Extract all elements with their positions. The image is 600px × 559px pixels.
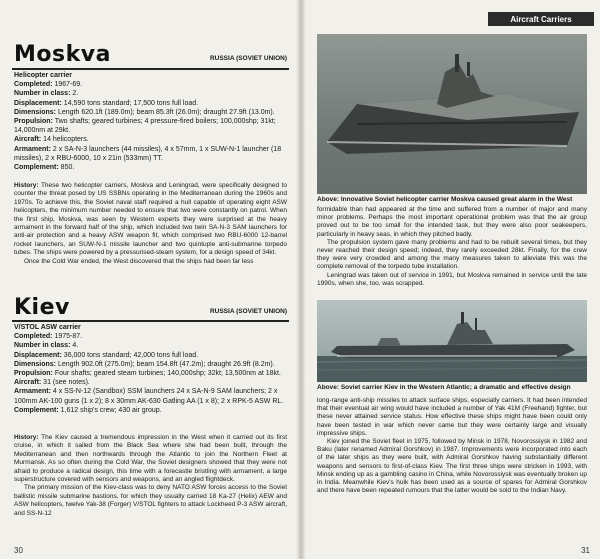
- kiev-country: RUSSIA (SOVIET UNION): [209, 308, 287, 315]
- moskva-type: Helicopter carrier: [14, 72, 72, 79]
- moskva-title-rule: [12, 68, 289, 70]
- book-gutter: [296, 0, 306, 559]
- kiev-spec-dimensions: Dimensions: Length 902.0ft (275.0m); beam 154.8ft (47.2m); draught 26.9ft (8.2m).: [14, 360, 275, 368]
- section-banner: Aircraft Carriers: [488, 12, 594, 26]
- moskva-spec-displacement: Displacement: 14,590 tons standard; 17,500 tons full load.: [14, 99, 199, 107]
- kiev-spec-propulsion: Propulsion: Four shafts; geared steam turbines; 140,000shp; 32kt; 13,500nm at 18kt.: [14, 370, 281, 378]
- moskva-spec-aircraft: Aircraft: 14 helicopters.: [14, 136, 89, 144]
- kiev-specs: [14, 323, 287, 415]
- moskva-photo: [317, 34, 587, 194]
- moskva-specs: [14, 71, 287, 172]
- moskva-continued-text: formidable than had appeared at the time and suffered from a number of major and many minor problems. Perhaps the most important operational problem was that the air group proved out to be too small for the intended task, but they were also poor seakeepers, particularly in heavy seas, in which they pitched badly. The propulsion system gave many problems and had to be rebuilt several times, but they never reached their design speed; indeed, they rarely exceeded 28kt. Finally, for the crew they were very crowded and among the many measures taken to alleviate this was the complete removal of the torpedo tube installation. Leningrad was taken out of service in 1991, but Moskva remained in service until the late 1990s, when she, too, was scrapped.: [317, 206, 587, 287]
- page-number-left: 30: [14, 546, 23, 555]
- kiev-history: History: The Kiev caused a tremendous impression in the West when it carried out its first cruise, in which it sailed from the Black Sea where she had been built, through the Mediterranean and then northwards through the Atlantic to join the Northern Fleet at Murmansk. As so often during the Cold War, the Soviet designers showed that they were not afraid to produce a radical design, this time with a forecastle bristling with armament, a large superstructure covered with sensors and weapons, and an angled flightdeck. The primary mission of the Kiev-class was to deny NATO ASW forces access to the Soviet ballistic missile submarine bastions, for which they usually carried 18 Ka-27 (Helix) AEW and ASW helicopters, twelve Yak-38 (Forger) V/STOL fighters to attack Lockheed P-3 ASW aircraft, and SS-N-12: [14, 434, 287, 517]
- moskva-spec-completed: Completed: 1967-69.: [14, 81, 83, 89]
- moskva-spec-complement: Complement: 850.: [14, 164, 75, 172]
- kiev-caption: Above: Soviet carrier Kiev in the Western Atlantic; a dramatic and effective design: [317, 384, 571, 391]
- page-number-right: 31: [581, 546, 590, 555]
- kiev-title-rule: [12, 320, 289, 322]
- moskva-photo-image: [317, 34, 587, 194]
- moskva-history: History: These two helicopter carriers, Moskva and Leningrad, were specifically designed to counter the threat posed by US SSBNs operating in the Mediterranean during the 1960s and 1970s. To achieve this, the Soviet naval staff required a hull capable of operating eight ASW helicopters, the minimum number needed to ensure that two were constantly on patrol. When the first ship, Moskva, was seen by Western experts they were surprised at the heavy armament in the forward half of the ship, which included two twin SA-N-3 SAM launchers for anti-air protection and a heavy ASW weapon fit, which comprised two RBU-6000 12-barrel rocket launchers, an SUW-N-1 missile launcher and two quintuple anti-submarine torpedo tubes. The ships were powered by a pressurised-steam system, for a design speed of 34kt. Once the Cold War ended, the West discovered that the ships had been far less: [14, 182, 287, 265]
- kiev-photo-image: [317, 300, 587, 382]
- kiev-photo: [317, 300, 587, 382]
- kiev-spec-complement: Complement: 1,612 ship's crew; 430 air group.: [14, 406, 162, 414]
- kiev-continued-text: long-range anti-ship missiles to attack surface ships, especially carriers. It had been intended that their eventual air wing would have included a number of Yak 41M (Freehand) fighter, but these never attained service status. How effective these ships might have been could only have been tested in war which never came but they were certainly large and visually impressive ships. Kiev joined the Soviet fleet in 1975, followed by Minsk in 1978, Novorossiysk in 1982 and Baku (later renamed Admiral Gorshkov) in 1987. Improvements were incorporated into each of the later ships as they were built, with Admiral Gorshkov having substantially different weapons and sensors to first-of-class Kiev. The first three ships were stricken in 1993, with Minsk ending up as a gambling casino in China, while Novorossiysk was eventually broken up in India. Meanwhile Kiev's hulk has been used as a source of spares for Admiral Gorshkov and there have been repeated rumours that the latter would be sold to the Indian Navy.: [317, 397, 587, 495]
- moskva-spec-armament: Armament: 2 x SA-N-3 launchers (44 missiles), 4 x 57mm, 1 x SUW-N-1 launcher (18 missiles), 2 x RBU-6000, 10 x 21in (533mm) TT.: [14, 145, 282, 162]
- kiev-spec-completed: Completed: 1975-87.: [14, 333, 83, 341]
- moskva-title: Moskva: [14, 42, 111, 67]
- moskva-country: RUSSIA (SOVIET UNION): [209, 55, 287, 62]
- kiev-title: Kiev: [14, 295, 70, 320]
- kiev-spec-aircraft: Aircraft: 31 (see notes).: [14, 379, 90, 387]
- moskva-spec-dimensions: Dimensions: Length 620.1ft (189.0m); beam 85.3ft (26.0m); draught 27.9ft (13.0m).: [14, 108, 275, 116]
- moskva-spec-number: Number in class: 2.: [14, 90, 79, 98]
- right-page: [301, 0, 600, 559]
- moskva-history-cont: Once the Cold War ended, the West discovered that the ships had been far less: [24, 257, 254, 265]
- moskva-caption: Above: Innovative Soviet helicopter carrier Moskva caused great alarm in the West: [317, 196, 573, 203]
- kiev-spec-displacement: Displacement: 36,000 tons standard; 42,000 tons full load.: [14, 351, 199, 359]
- kiev-history-cont: The primary mission of the Kiev-class was to deny NATO ASW forces access to the Soviet ballistic missile submarine bastions, for which they usually carried 18 Ka-27 (Helix) AEW and ASW helicopters, twelve Yak-38 (Forger) V/STOL fighters to attack Lockheed P-3 ASW aircraft, and SS-N-12: [14, 484, 287, 517]
- moskva-spec-propulsion: Propulsion: Two shafts; geared turbines; 4 pressure-fired boilers; 100,000shp; 31kt; 14,000nm at 29kt.: [14, 118, 276, 135]
- kiev-spec-number: Number in class: 4.: [14, 342, 79, 350]
- left-page: [0, 0, 299, 559]
- kiev-type: V/STOL ASW carrier: [14, 324, 81, 331]
- kiev-spec-armament: Armament: 4 x SS-N-12 (Sandbox) SSM launchers 24 x SA-N-9 SAM launchers; 2 x 100mm AK-100 guns (1 x 2); 8 x 30mm AK-630 Gatling AA (1 x 8); 2 x RPK-5 ASW RL.: [14, 388, 284, 405]
